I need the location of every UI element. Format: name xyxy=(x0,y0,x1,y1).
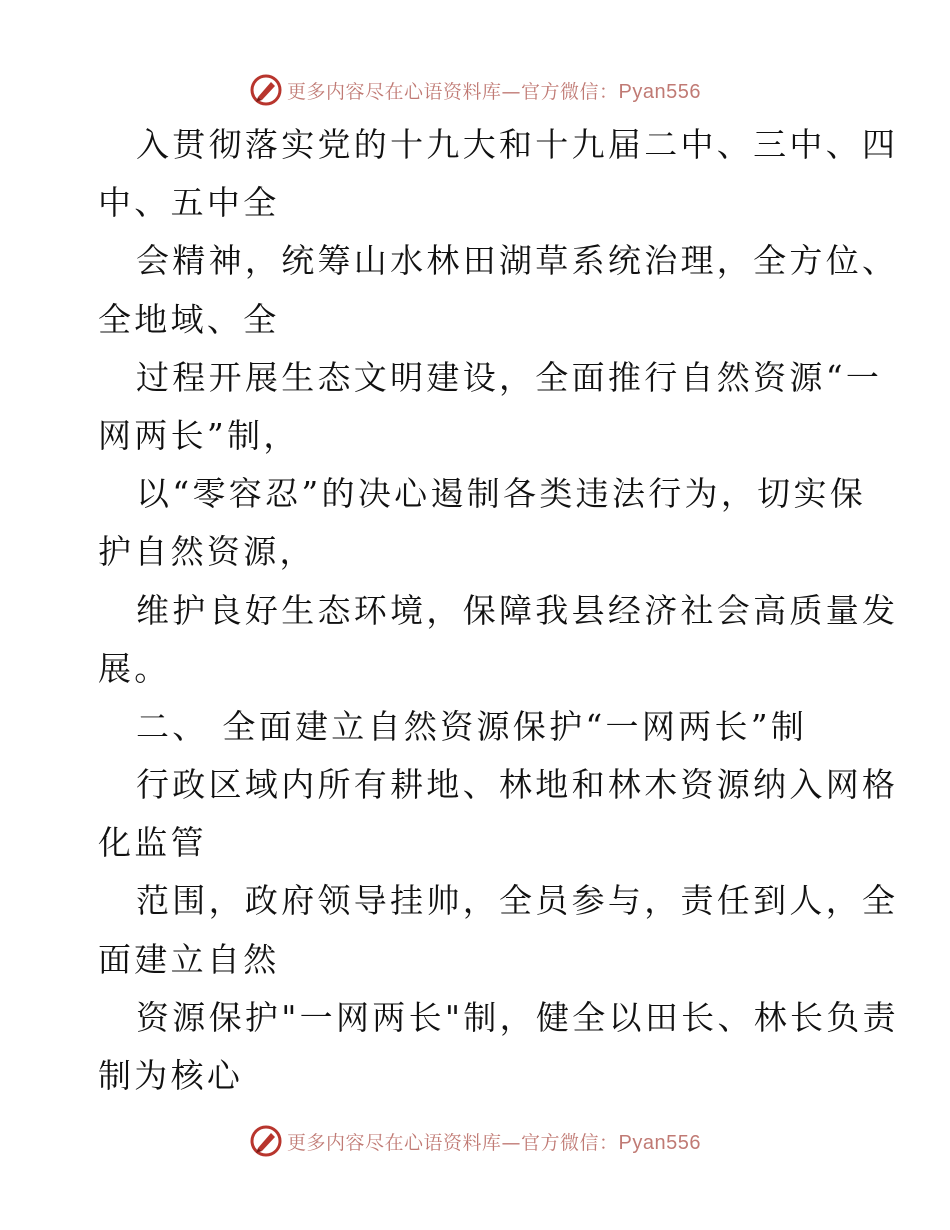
text-line: 中、五中全 xyxy=(98,183,280,223)
text-line: 会精神，统筹山水林田湖草系统治理，全方位、 xyxy=(136,241,899,281)
text-line: 全地域、全 xyxy=(98,299,280,339)
footer-watermark xyxy=(0,1121,950,1161)
text-line: 化监管 xyxy=(98,823,207,863)
text-line: 行政区域内所有耕地、林地和林木资源纳入网格 xyxy=(136,765,899,805)
text-line: 网两长”制， xyxy=(98,415,300,455)
text-line: 以“零容忍”的决心遏制各类违法行为，切实保 xyxy=(136,474,867,514)
text-line: 展。 xyxy=(98,648,171,688)
text-line: 面建立自然 xyxy=(98,939,280,979)
pen-logo-icon xyxy=(249,73,283,107)
watermark-text: 更多内容尽在心语资料库—官方微信：Pyan556 xyxy=(287,1131,701,1154)
text-line: 维护良好生态环境，保障我县经济社会高质量发 xyxy=(136,590,899,630)
text-line: 过程开展生态文明建设，全面推行自然资源“一 xyxy=(136,357,883,397)
text-line: 护自然资源， xyxy=(98,532,316,572)
watermark-text: 更多内容尽在心语资料库—官方微信：Pyan556 xyxy=(287,80,701,103)
text-line: 范围，政府领导挂帅，全员参与，责任到人，全 xyxy=(136,881,899,921)
text-line: 二、 全面建立自然资源保护“一网两长”制 xyxy=(136,706,808,746)
pen-logo-icon xyxy=(249,1124,283,1158)
document-body xyxy=(98,116,899,1105)
header-watermark xyxy=(0,70,950,110)
text-line: 制为核心 xyxy=(98,1056,244,1095)
text-line: 入贯彻落实党的十九大和十九届二中、三中、四 xyxy=(136,125,899,164)
text-line: 资源保护"一网两长"制，健全以田长、林长负责 xyxy=(136,997,899,1037)
